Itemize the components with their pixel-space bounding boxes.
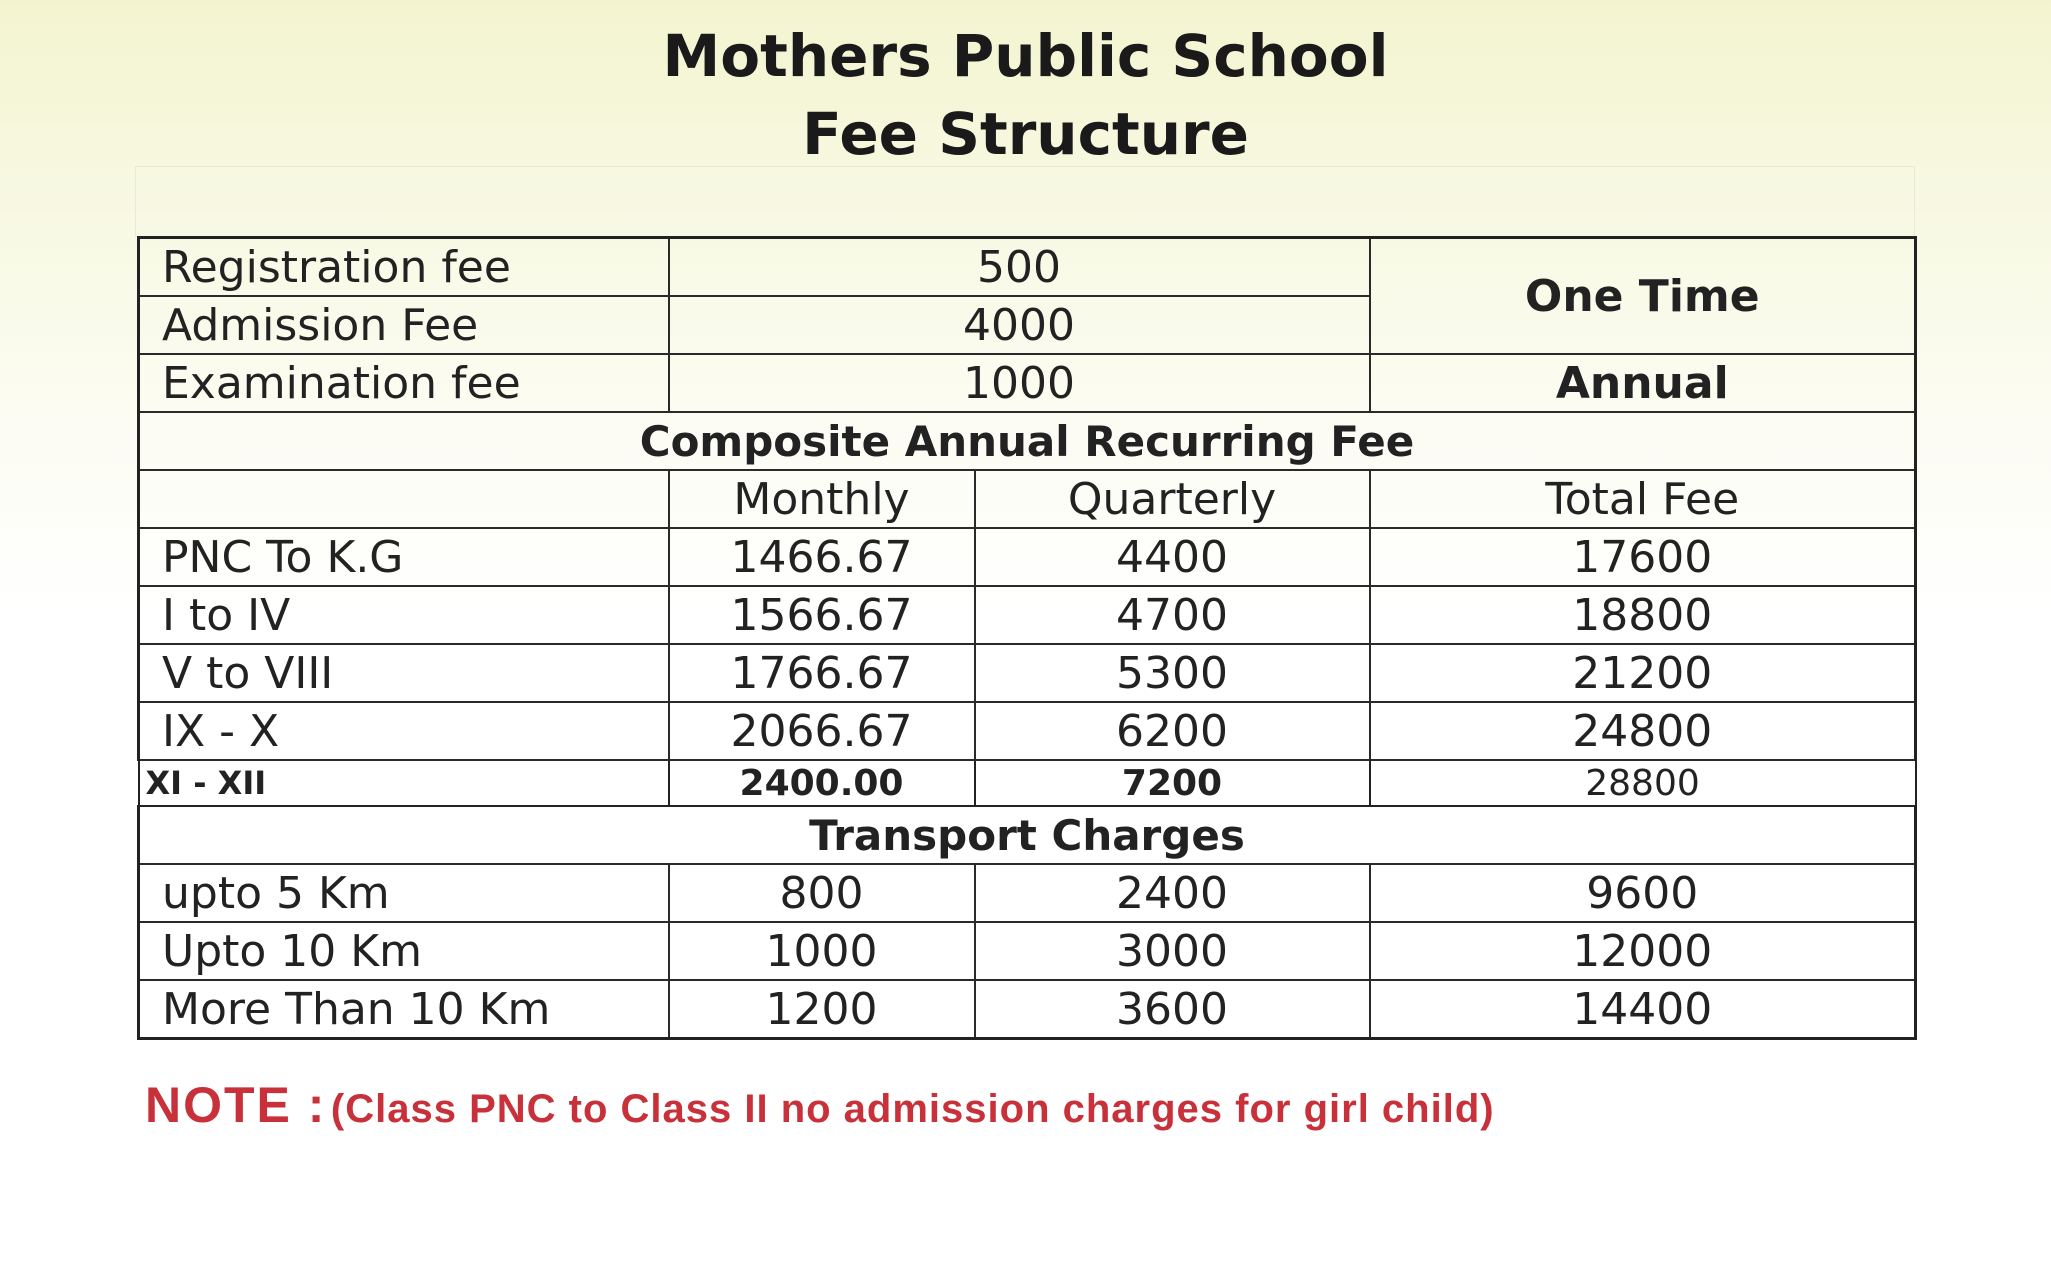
note-text: (Class PNC to Class II no admission charges for girl child) [330, 1087, 1495, 1131]
monthly-fee: 1000 [669, 922, 975, 980]
fee-label: Registration fee [139, 238, 669, 297]
class-label: I to IV [139, 586, 669, 644]
quarterly-fee: 7200 [975, 760, 1370, 806]
fee-amount: 4000 [669, 296, 1370, 354]
fee-row-registration [139, 238, 1916, 297]
class-label: V to VIII [139, 644, 669, 702]
monthly-fee: 1466.67 [669, 528, 975, 586]
quarterly-fee: 6200 [975, 702, 1370, 760]
quarterly-fee: 4400 [975, 528, 1370, 586]
total-fee: 21200 [1370, 644, 1916, 702]
fee-amount: 500 [669, 238, 1370, 297]
monthly-fee: 800 [669, 864, 975, 922]
table-row [139, 760, 1916, 806]
table-row [139, 528, 1916, 586]
one-time-label: One Time [1370, 238, 1916, 355]
monthly-fee: 1766.67 [669, 644, 975, 702]
fee-amount: 1000 [669, 354, 1370, 412]
quarterly-fee: 3600 [975, 980, 1370, 1039]
column-header-monthly: Monthly [669, 470, 975, 528]
fee-row-examination [139, 354, 1916, 412]
column-header-quarterly: Quarterly [975, 470, 1370, 528]
header-band [135, 166, 1915, 237]
transport-charges-heading: Transport Charges [139, 806, 1916, 864]
column-header-blank [139, 470, 669, 528]
fee-label: Admission Fee [139, 296, 669, 354]
monthly-fee: 1566.67 [669, 586, 975, 644]
class-label: IX - X [139, 702, 669, 760]
distance-label: upto 5 Km [139, 864, 669, 922]
distance-label: More Than 10 Km [139, 980, 669, 1039]
note [145, 1076, 1495, 1134]
monthly-fee: 1200 [669, 980, 975, 1039]
monthly-fee: 2066.67 [669, 702, 975, 760]
section-header-composite [139, 412, 1916, 470]
total-fee: 17600 [1370, 528, 1916, 586]
fee-table [137, 236, 1917, 1040]
monthly-fee: 2400.00 [669, 760, 975, 806]
table-row [139, 586, 1916, 644]
annual-label: Annual [1370, 354, 1916, 412]
section-header-transport [139, 806, 1916, 864]
total-fee: 24800 [1370, 702, 1916, 760]
column-header-row [139, 470, 1916, 528]
note-label: NOTE : [145, 1077, 327, 1133]
total-fee: 12000 [1370, 922, 1916, 980]
table-row [139, 702, 1916, 760]
fee-label: Examination fee [139, 354, 669, 412]
quarterly-fee: 5300 [975, 644, 1370, 702]
column-header-total: Total Fee [1370, 470, 1916, 528]
table-row [139, 644, 1916, 702]
class-label: PNC To K.G [139, 528, 669, 586]
total-fee: 28800 [1370, 760, 1916, 806]
school-name-heading: Mothers Public School [662, 22, 1389, 90]
total-fee: 14400 [1370, 980, 1916, 1039]
quarterly-fee: 3000 [975, 922, 1370, 980]
distance-label: Upto 10 Km [139, 922, 669, 980]
quarterly-fee: 2400 [975, 864, 1370, 922]
total-fee: 9600 [1370, 864, 1916, 922]
table-row [139, 980, 1916, 1039]
quarterly-fee: 4700 [975, 586, 1370, 644]
class-label: XI - XII [139, 760, 669, 806]
total-fee: 18800 [1370, 586, 1916, 644]
fee-structure-heading: Fee Structure [802, 100, 1249, 168]
table-row [139, 922, 1916, 980]
table-row [139, 864, 1916, 922]
composite-fee-heading: Composite Annual Recurring Fee [139, 412, 1916, 470]
